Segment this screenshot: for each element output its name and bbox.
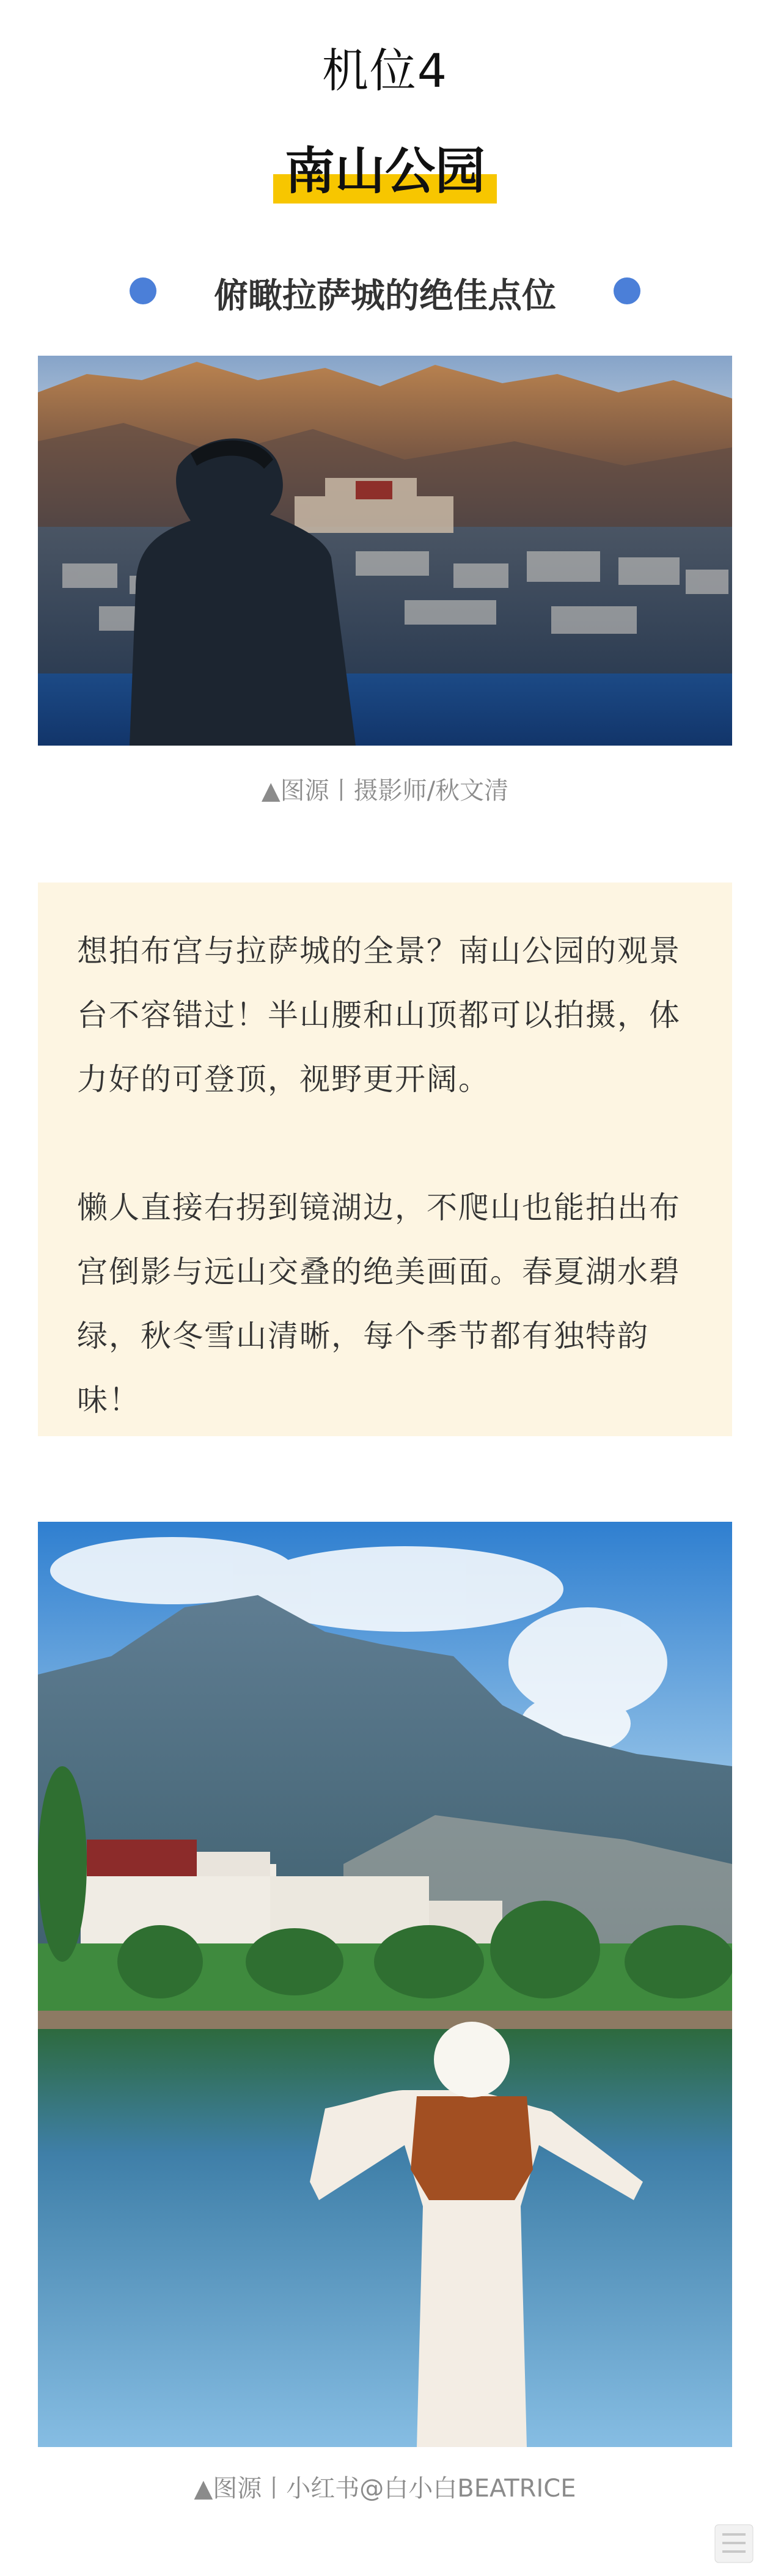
photo-lake-reflection bbox=[38, 1522, 732, 2447]
subtitle-row bbox=[122, 269, 648, 318]
photo-caption: ▲图源丨摄影师/秋文清 bbox=[261, 777, 509, 805]
photo-caption: ▲图源丨小红书@白小白BEATRICE bbox=[194, 2475, 576, 2503]
blue-dot-icon bbox=[614, 277, 640, 304]
photo-potala-overlook bbox=[38, 356, 732, 746]
title-block bbox=[273, 131, 497, 204]
paragraph-1: 想拍布宫与拉萨城的全景？南山公园的观景台不容错过！半山腰和山顶都可以拍摄，体力好的可登顶，视野更开阔。 bbox=[77, 933, 681, 1097]
spot-number: 机位4 bbox=[321, 43, 449, 98]
page-title: 南山公园 bbox=[284, 142, 485, 200]
grid-icon[interactable] bbox=[709, 2519, 759, 2569]
paragraph-2: 懒人直接右拐到镜湖边，不爬山也能拍出布宫倒影与远山交叠的绝美画面。春夏湖水碧绿，秋冬雪山清晰，每个季节都有独特韵味！ bbox=[77, 1190, 681, 1418]
subtitle: 俯瞰拉萨城的绝佳点位 bbox=[214, 276, 556, 316]
photo-potala-overlook-illustration bbox=[38, 356, 732, 746]
photo-lake-reflection-illustration bbox=[38, 1522, 732, 2447]
article-text-box bbox=[38, 883, 732, 1436]
